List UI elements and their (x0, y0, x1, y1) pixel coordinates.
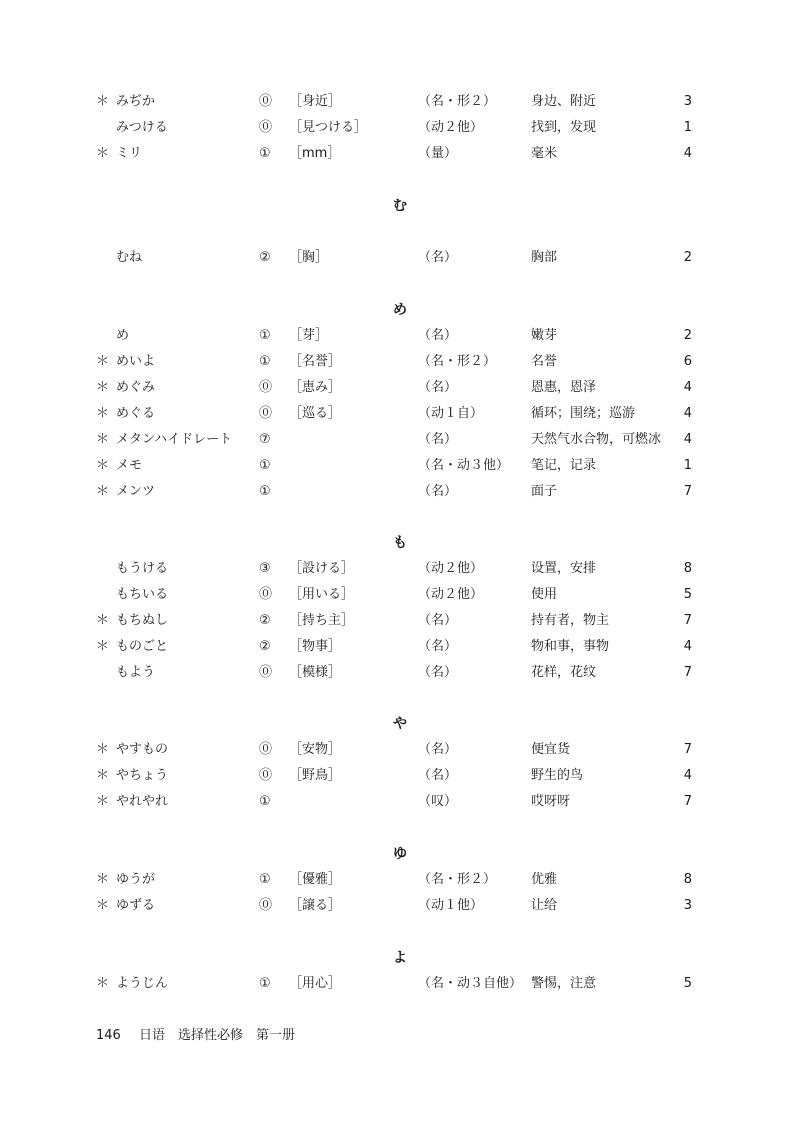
asterisk-mark: ＊ (96, 794, 110, 809)
page-number: 146 (96, 1028, 121, 1043)
part-of-speech: （名） (418, 742, 458, 757)
word-kanji: ［譲る］ (289, 898, 342, 913)
accent-mark: ① (259, 794, 271, 809)
word-meaning: 找到，发现 (531, 120, 597, 135)
part-of-speech: （名） (418, 432, 458, 447)
word-reading: めいよ (116, 354, 156, 369)
part-of-speech: （动２他） (418, 561, 484, 576)
word-kanji: ［優雅］ (289, 872, 342, 887)
vocabulary-entry (0, 323, 800, 349)
word-reading: メンツ (116, 484, 156, 499)
word-reading: め (116, 328, 130, 343)
asterisk-mark: ＊ (96, 458, 110, 473)
part-of-speech: （名） (418, 380, 458, 395)
lesson-number: 4 (683, 432, 692, 447)
word-kanji: ［持ち主］ (289, 613, 355, 628)
asterisk-mark: ＊ (96, 742, 110, 757)
accent-mark: ① (259, 976, 271, 991)
word-meaning: 身边、附近 (531, 94, 597, 109)
section-heading: や (393, 716, 407, 732)
word-meaning: 持有者，物主 (531, 613, 610, 628)
vocabulary-entry (0, 737, 800, 763)
word-kanji: ［mm］ (289, 146, 341, 161)
word-kanji: ［名誉］ (289, 354, 342, 369)
lesson-number: 2 (683, 250, 692, 265)
part-of-speech: （名） (418, 613, 458, 628)
part-of-speech: （名） (418, 768, 458, 783)
lesson-number: 7 (683, 613, 692, 628)
asterisk-mark: ＊ (96, 639, 110, 654)
page-footer (96, 1026, 295, 1046)
word-kanji: ［見つける］ (289, 120, 368, 135)
lesson-number: 3 (683, 898, 692, 913)
word-meaning: 设置，安排 (531, 561, 597, 576)
word-reading: ものごと (116, 639, 169, 654)
accent-mark: ② (259, 613, 271, 628)
word-meaning: 野生的鸟 (531, 768, 584, 783)
part-of-speech: （名） (418, 250, 458, 265)
word-meaning: 嫩芽 (531, 328, 558, 343)
word-kanji: ［芽］ (289, 328, 329, 343)
word-meaning: 便宜货 (531, 742, 571, 757)
lesson-number: 4 (683, 406, 692, 421)
word-reading: めぐる (116, 406, 156, 421)
vocabulary-entry (0, 115, 800, 141)
asterisk-mark: ＊ (96, 484, 110, 499)
asterisk-mark: ＊ (96, 976, 110, 991)
accent-mark: ⓪ (259, 406, 273, 421)
word-reading: めぐみ (116, 380, 156, 395)
lesson-number: 1 (683, 120, 692, 135)
word-reading: やれやれ (116, 794, 169, 809)
part-of-speech: （名・形２） (418, 354, 497, 369)
word-reading: むね (116, 250, 143, 265)
word-reading: もよう (116, 665, 156, 680)
word-kanji: ［身近］ (289, 94, 342, 109)
lesson-number: 7 (683, 794, 692, 809)
word-meaning: 物和事，事物 (531, 639, 610, 654)
word-reading: やちょう (116, 768, 169, 783)
lesson-number: 8 (683, 872, 692, 887)
word-meaning: 哎呀呀 (531, 794, 571, 809)
vocabulary-entry (0, 971, 800, 997)
accent-mark: ① (259, 484, 271, 499)
lesson-number: 2 (683, 328, 692, 343)
section-heading: ゆ (393, 846, 407, 862)
asterisk-mark: ＊ (96, 94, 110, 109)
word-kanji: ［野鳥］ (289, 768, 342, 783)
word-meaning: 优雅 (531, 872, 558, 887)
word-meaning: 恩惠，恩泽 (531, 380, 597, 395)
word-kanji: ［模様］ (289, 665, 342, 680)
word-meaning: 使用 (531, 587, 558, 602)
vocabulary-entry (0, 245, 800, 271)
vocabulary-entry (0, 634, 800, 660)
word-kanji: ［設ける］ (289, 561, 355, 576)
lesson-number: 4 (683, 639, 692, 654)
word-kanji: ［用いる］ (289, 587, 355, 602)
word-reading: ゆずる (116, 898, 156, 913)
asterisk-mark: ＊ (96, 380, 110, 395)
lesson-number: 4 (683, 768, 692, 783)
lesson-number: 3 (683, 94, 692, 109)
section-heading: め (393, 302, 407, 318)
word-reading: やすもの (116, 742, 169, 757)
vocabulary-entry (0, 89, 800, 115)
word-kanji: ［物事］ (289, 639, 342, 654)
vocabulary-entry (0, 141, 800, 167)
accent-mark: ⓪ (259, 768, 273, 783)
vocabulary-entry (0, 893, 800, 919)
lesson-number: 7 (683, 742, 692, 757)
vocabulary-entry (0, 479, 800, 505)
vocabulary-entry (0, 556, 800, 582)
vocabulary-entry (0, 427, 800, 453)
word-reading: ミリ (116, 146, 143, 161)
section-heading: む (393, 198, 407, 214)
word-meaning: 名誉 (531, 354, 558, 369)
word-reading: メモ (116, 458, 143, 473)
word-reading: メタンハイドレート (116, 432, 233, 447)
lesson-number: 1 (683, 458, 692, 473)
vocabulary-entry (0, 349, 800, 375)
part-of-speech: （叹） (418, 794, 458, 809)
part-of-speech: （名） (418, 328, 458, 343)
part-of-speech: （名・形２） (418, 94, 497, 109)
vocabulary-entry (0, 608, 800, 634)
part-of-speech: （名・动３自他） (418, 976, 523, 991)
word-kanji: ［胸］ (289, 250, 329, 265)
word-meaning: 面子 (531, 484, 558, 499)
accent-mark: ① (259, 872, 271, 887)
word-meaning: 天然气水合物，可燃冰 (531, 432, 662, 447)
vocabulary-entry (0, 375, 800, 401)
accent-mark: ① (259, 458, 271, 473)
vocabulary-entry (0, 401, 800, 427)
accent-mark: ① (259, 354, 271, 369)
part-of-speech: （动１自） (418, 406, 484, 421)
part-of-speech: （量） (418, 146, 458, 161)
lesson-number: 4 (683, 380, 692, 395)
asterisk-mark: ＊ (96, 146, 110, 161)
part-of-speech: （名・动３他） (418, 458, 510, 473)
word-meaning: 毫米 (531, 146, 558, 161)
vocabulary-entry (0, 867, 800, 893)
book-title: 日语 选择性必修 第一册 (138, 1028, 295, 1043)
word-kanji: ［巡る］ (289, 406, 342, 421)
asterisk-mark: ＊ (96, 406, 110, 421)
asterisk-mark: ＊ (96, 898, 110, 913)
asterisk-mark: ＊ (96, 768, 110, 783)
word-kanji: ［安物］ (289, 742, 342, 757)
part-of-speech: （名） (418, 665, 458, 680)
section-heading: も (393, 535, 407, 551)
accent-mark: ⓪ (259, 587, 273, 602)
word-meaning: 警惕，注意 (531, 976, 597, 991)
asterisk-mark: ＊ (96, 432, 110, 447)
accent-mark: ① (259, 328, 271, 343)
lesson-number: 7 (683, 484, 692, 499)
word-kanji: ［用心］ (289, 976, 342, 991)
vocabulary-entry (0, 789, 800, 815)
word-reading: もうける (116, 561, 169, 576)
word-meaning: 让给 (531, 898, 558, 913)
accent-mark: ① (259, 146, 271, 161)
vocabulary-entry (0, 453, 800, 479)
word-meaning: 胸部 (531, 250, 558, 265)
word-reading: みつける (116, 120, 168, 135)
part-of-speech: （动１他） (418, 898, 484, 913)
word-reading: もちぬし (116, 613, 169, 628)
word-reading: ゆうが (116, 872, 156, 887)
word-meaning: 循环；围绕；巡游 (531, 406, 636, 421)
accent-mark: ⓪ (259, 94, 273, 109)
asterisk-mark: ＊ (96, 613, 110, 628)
accent-mark: ② (259, 250, 271, 265)
asterisk-mark: ＊ (96, 354, 110, 369)
vocabulary-entry (0, 582, 800, 608)
lesson-number: 8 (683, 561, 692, 576)
word-reading: ようじん (116, 976, 169, 991)
accent-mark: ⓪ (259, 380, 273, 395)
word-kanji: ［恵み］ (289, 380, 342, 395)
accent-mark: ② (259, 639, 271, 654)
word-meaning: 笔记，记录 (531, 458, 597, 473)
accent-mark: ⓪ (259, 742, 273, 757)
accent-mark: ⑦ (259, 432, 271, 447)
lesson-number: 5 (683, 587, 692, 602)
accent-mark: ⓪ (259, 120, 273, 135)
word-reading: みぢか (116, 94, 156, 109)
vocabulary-entry (0, 763, 800, 789)
lesson-number: 4 (683, 146, 692, 161)
accent-mark: ⓪ (259, 665, 273, 680)
part-of-speech: （动２他） (418, 120, 484, 135)
lesson-number: 5 (683, 976, 692, 991)
asterisk-mark: ＊ (96, 872, 110, 887)
word-meaning: 花样，花纹 (531, 665, 597, 680)
part-of-speech: （动２他） (418, 587, 484, 602)
section-heading: よ (393, 950, 407, 966)
part-of-speech: （名・形２） (418, 872, 497, 887)
vocabulary-entry (0, 660, 800, 686)
accent-mark: ③ (259, 561, 271, 576)
accent-mark: ⓪ (259, 898, 273, 913)
lesson-number: 7 (683, 665, 692, 680)
part-of-speech: （名） (418, 639, 458, 654)
lesson-number: 6 (683, 354, 692, 369)
part-of-speech: （名） (418, 484, 458, 499)
word-reading: もちいる (116, 587, 169, 602)
